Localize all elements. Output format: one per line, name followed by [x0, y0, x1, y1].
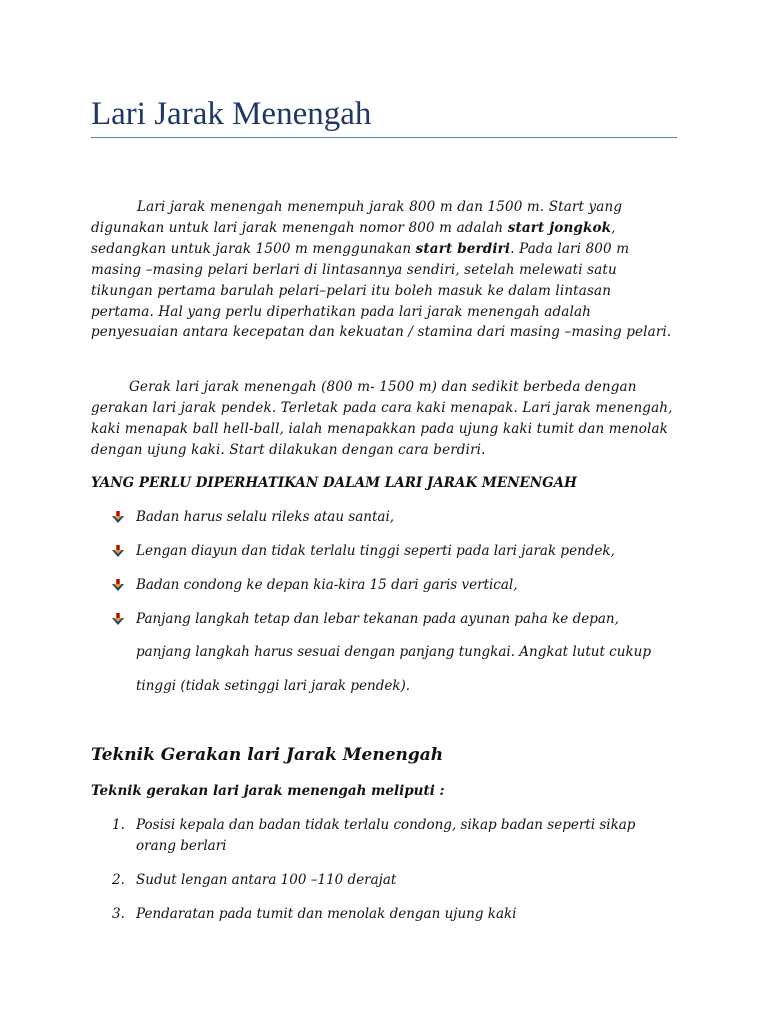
- arrow-down-bullet-icon: [112, 579, 124, 591]
- bullet-continuation-line: panjang langkah harus sesuai dengan panjang tungkai. Angkat lutut cukup: [136, 644, 651, 660]
- arrow-down-bullet-icon: [112, 613, 124, 625]
- arrow-down-bullet-icon: [112, 545, 124, 557]
- bullet-text: Panjang langkah tetap dan lebar tekanan pada ayunan paha ke depan,: [136, 611, 619, 627]
- list-number: 3.: [112, 906, 125, 922]
- paragraph-1-part-1: Lari jarak menengah menempuh jarak 800 m dan 1500 m. Start yang digunakan untuk lari jarak menengah nomor 800 m adalah: [91, 199, 623, 236]
- bullet-text: Lengan diayun dan tidak terlalu tinggi seperti pada lari jarak pendek,: [136, 543, 615, 559]
- bullet-continuation-line: tinggi (tidak setinggi lari jarak pendek).: [136, 678, 411, 694]
- paragraph-2-text: Gerak lari jarak menengah (800 m- 1500 m) dan sedikit berbeda dengan gerakan lari jarak pendek. Terletak pada cara kaki menapak. Lari jarak menengah, kaki menapak ball hell-ball, ialah menapakkan pada ujung kaki tumit dan menolak dengan ujung kaki. Start dilakukan dengan cara berdiri.: [91, 379, 673, 458]
- list-text: Sudut lengan antara 100 –110 derajat: [136, 872, 397, 888]
- paragraph-1-bold-1: start jongkok: [507, 219, 612, 236]
- bullet-text: Badan harus selalu rileks atau santai,: [136, 509, 395, 525]
- section-heading: YANG PERLU DIPERHATIKAN DALAM LARI JARAK MENENGAH: [91, 475, 577, 491]
- list-intro: Teknik gerakan lari jarak menengah meliputi :: [91, 783, 445, 799]
- arrow-down-bullet-icon: [112, 511, 124, 523]
- list-number: 1.: [112, 817, 125, 833]
- paragraph-1: [91, 197, 676, 343]
- list-text: Posisi kepala dan badan tidak terlalu condong, sikap badan seperti sikap orang berlari: [136, 817, 636, 854]
- paragraph-2: [91, 377, 676, 461]
- subsection-title: Teknik Gerakan lari Jarak Menengah: [91, 745, 444, 765]
- paragraph-1-bold-2: start berdiri: [415, 240, 511, 257]
- paragraph-1-part-3: . Pada lari 800 m masing –masing pelari berlari di lintasannya sendiri, setelah melewati satu tikungan pertama barulah pelari–pelari itu boleh masuk ke dalam lintasan pertama. Hal yang perlu diperhatikan pada lari jarak menengah adalah penyesuaian antara kecepatan dan kekuatan / stamina dari masing –masing pelari.: [91, 240, 672, 341]
- bullet-text: Badan condong ke depan kia-kira 15 dari garis vertical,: [136, 577, 518, 593]
- paragraph-1-part-2: , sedangkan untuk jarak 1500 m menggunakan: [91, 219, 616, 257]
- document-title: Lari Jarak Menengah: [91, 96, 372, 132]
- list-text: Pendaratan pada tumit dan menolak dengan ujung kaki: [136, 906, 517, 922]
- list-number: 2.: [112, 872, 125, 888]
- title-underline: [91, 137, 677, 138]
